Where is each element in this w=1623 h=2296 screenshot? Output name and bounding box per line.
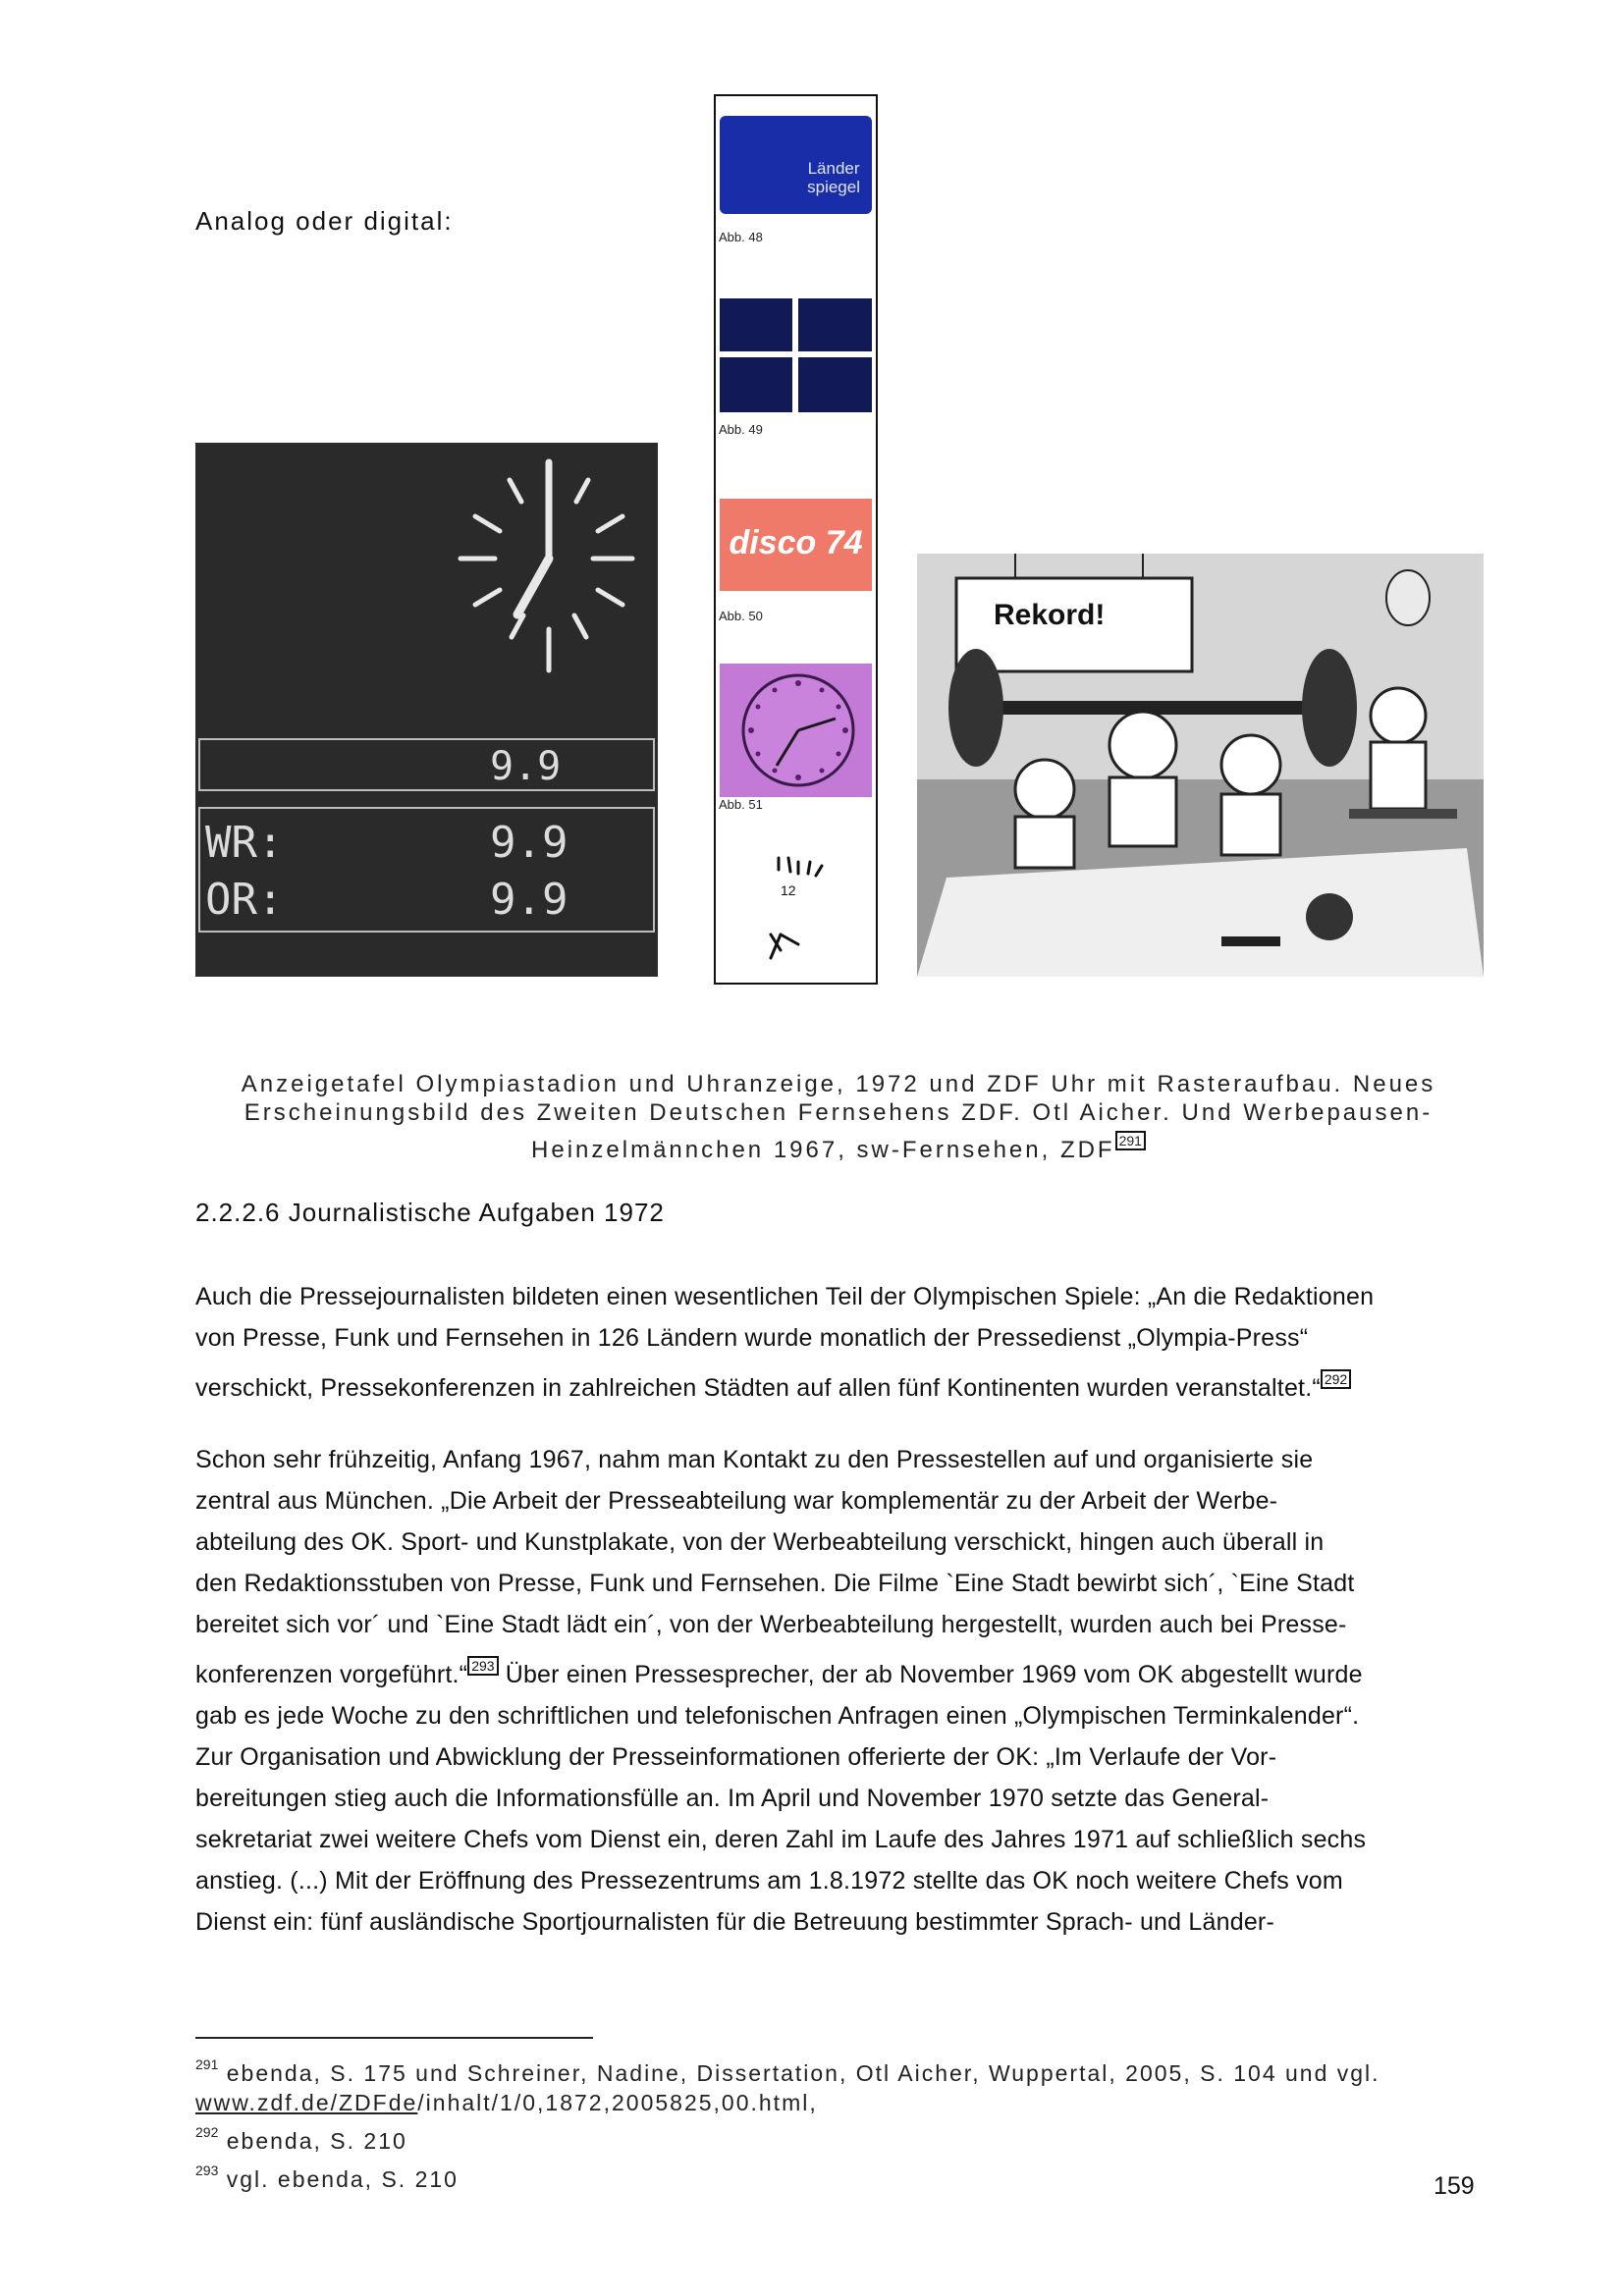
section-heading: 2.2.2.6 Journalistische Aufgaben 1972 bbox=[195, 1198, 665, 1227]
panel1-line2: spiegel bbox=[807, 178, 860, 196]
zdf-link[interactable]: www.zdf.de/ZDFde bbox=[195, 2090, 418, 2115]
p2-line-3: abteilung des OK. Sport- und Kunstplakate, von der Werbeabteilung verschickt, hingen auch überall in bbox=[195, 1528, 1325, 1556]
title-cards-panel bbox=[720, 298, 872, 412]
panel1-line1: Länder bbox=[807, 159, 860, 178]
rekord-sign-text: Rekord! bbox=[994, 599, 1106, 631]
footnote-divider bbox=[195, 2037, 593, 2039]
p2-line-11: anstieg. (...) Mit der Eröffnung des Pressezentrums am 1.8.1972 stellte das OK noch weitere Chefs vom bbox=[195, 1867, 1343, 1895]
zdf-figure-strip bbox=[714, 94, 878, 985]
scoreboard-row3-value: 9.9 bbox=[490, 875, 568, 925]
scoreboard-row1-value: 9.9 bbox=[490, 744, 562, 789]
analog-clock-icon bbox=[460, 462, 632, 670]
abb-50-label: Abb. 50 bbox=[719, 609, 763, 623]
heinzelmaennchen-cartoon-image bbox=[917, 554, 1484, 977]
zdf-clock-panel bbox=[720, 664, 872, 797]
p2-line-4: den Redaktionsstuben von Presse, Funk und Fernsehen. Die Filme `Eine Stadt bewirbt sich´, `Eine Stadt bbox=[195, 1570, 1355, 1597]
footnote-293: $^{293}$ vgl. ebenda, S. 210 bbox=[195, 2163, 459, 2192]
disco74-panel bbox=[720, 499, 872, 591]
p2-line-5: bereitet sich vor´ und `Eine Stadt lädt ein´, von der Werbeabteilung hergestellt, wurden auch bei Presse- bbox=[195, 1611, 1347, 1638]
p2-line-1: Schon sehr frühzeitig, Anfang 1967, nahm man Kontakt zu den Pressestellen auf und organisierte sie bbox=[195, 1446, 1314, 1473]
footnote-ref-292[interactable]: 292 bbox=[1321, 1369, 1351, 1389]
footnote-ref-293[interactable]: 293 bbox=[467, 1656, 498, 1676]
disco74-text: disco 74 bbox=[729, 524, 863, 561]
abb-51-label: Abb. 51 bbox=[719, 797, 763, 812]
p2-line-12: Dienst ein: fünf ausländische Sportjournalisten für die Betreuung bestimmter Sprach- und Länder- bbox=[195, 1908, 1274, 1936]
p2-line-9: bereitungen stieg auch die Informationsfülle an. Im April und November 1970 setzte das General- bbox=[195, 1785, 1270, 1812]
clock-build-panel bbox=[720, 844, 872, 972]
clock-fragment-icon bbox=[720, 844, 872, 972]
clock-fragment-text: 12 bbox=[781, 882, 796, 898]
p1-line-2: von Presse, Funk und Fernsehen in 126 Ländern wurde monatlich der Pressedienst „Olympia-Press“ bbox=[195, 1324, 1309, 1352]
figure-caption bbox=[195, 1070, 1482, 1164]
caption-line-2: Erscheinungsbild des Zweiten Deutschen Fernsehens ZDF. Otl Aicher. Und Werbepausen- bbox=[243, 1099, 1434, 1126]
abb-48-label: Abb. 48 bbox=[719, 230, 763, 244]
footnotes bbox=[195, 2050, 1482, 2194]
abb-49-label: Abb. 49 bbox=[719, 422, 763, 437]
p2-line-7: gab es jede Woche zu den schriftlichen und telefonischen Anfragen einen „Olympischen Terminkalender“. bbox=[195, 1702, 1360, 1730]
p2-line-2: zentral aus München. „Die Arbeit der Presseabteilung war komplementär zu der Arbeit der Werbe- bbox=[195, 1487, 1278, 1515]
scoreboard-row2-value: 9.9 bbox=[490, 818, 568, 868]
laenderspiegel-panel bbox=[720, 116, 872, 214]
scoreboard-row2-label: WR: bbox=[205, 818, 284, 868]
p2-line-10: sekretariat zwei weitere Chefs vom Dienst ein, deren Zahl im Laufe des Jahres 1971 auf schließlich sechs bbox=[195, 1826, 1367, 1853]
p2-line-8: Zur Organisation und Abwicklung der Presseinformationen offerierte der OK: „Im Verlaufe der Vor- bbox=[195, 1743, 1277, 1771]
p1-line-3: verschickt, Pressekonferenzen in zahlreichen Städten auf allen fünf Kontinenten wurden veranstaltet.“ $^{292}$ bbox=[195, 1359, 1482, 1409]
page-number: 159 bbox=[1434, 2172, 1475, 2200]
paragraph-1 bbox=[195, 1276, 1482, 1409]
caption-line-3: Heinzelmännchen 1967, sw-Fernsehen, ZDF $^{291}$ bbox=[195, 1127, 1482, 1164]
footnote-291: $^{291}$ ebenda, S. 175 und Schreiner, Nadine, Dissertation, Otl Aicher, Wuppertal, 2005, S. 104 und vgl. bbox=[195, 2056, 1380, 2086]
section-label: Analog oder digital: bbox=[195, 206, 454, 236]
footnote-292: $^{292}$ ebenda, S. 210 bbox=[195, 2124, 407, 2154]
zdf-clock-icon bbox=[720, 664, 872, 797]
footnote-ref-291[interactable]: 291 bbox=[1115, 1131, 1146, 1150]
paragraph-2 bbox=[195, 1439, 1482, 1943]
scoreboard-clock-image bbox=[195, 443, 658, 977]
footnote-291-cont: www.zdf.de/ZDFde/inhalt/1/0,1872,2005825,00.html, bbox=[195, 2090, 818, 2115]
scoreboard-row3-label: OR: bbox=[205, 875, 284, 925]
caption-line-1: Anzeigetafel Olympiastadion und Uhranzeige, 1972 und ZDF Uhr mit Rasteraufbau. Neues bbox=[241, 1071, 1436, 1097]
p1-line-1: Auch die Pressejournalisten bildeten einen wesentlichen Teil der Olympischen Spiele: „An die Redaktionen bbox=[195, 1283, 1375, 1310]
p2-line-6: konferenzen vorgeführt.“ $^{293}$ Über einen Pressesprecher, der ab November 1969 vom OK abgestellt wurde bbox=[195, 1658, 1363, 1688]
